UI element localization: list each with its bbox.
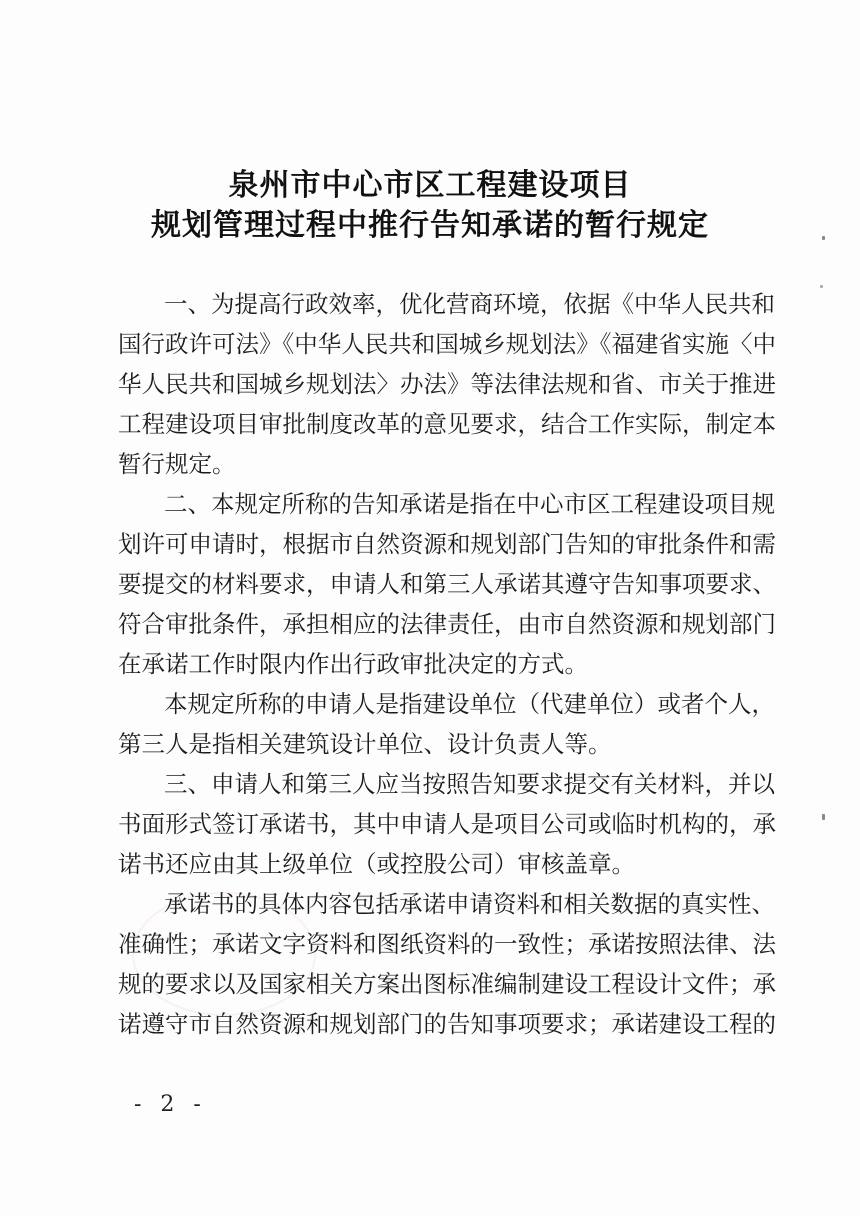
paragraph-5-line-2: 准确性；承诺文字资料和图纸资料的一致性；承诺按照法律、法 <box>118 930 776 958</box>
paragraph-2-line-2: 划许可申请时，根据市自然资源和规划部门告知的审批条件和需 <box>118 530 776 558</box>
scan-speck <box>820 285 823 288</box>
paragraph-1-line-2: 国行政许可法》《中华人民共和国城乡规划法》《福建省实施〈中 <box>118 330 776 358</box>
paragraph-2-line-3: 要提交的材料要求，申请人和第三人承诺其遵守告知事项要求、 <box>118 570 776 598</box>
scan-speck <box>822 814 825 820</box>
paragraph-1-line-5: 暂行规定。 <box>118 450 236 478</box>
paragraph-5-line-4: 诺遵守市自然资源和规划部门的告知事项要求；承诺建设工程的 <box>118 1010 776 1038</box>
paragraph-4-line-3: 诺书还应由其上级单位（或控股公司）审核盖章。 <box>118 850 635 878</box>
paragraph-1-line-1: 一、为提高行政效率，优化营商环境，依据《中华人民共和 <box>164 290 775 318</box>
paragraph-2-line-4: 符合审批条件，承担相应的法律责任，由市自然资源和规划部门 <box>118 610 776 638</box>
paragraph-2-line-5: 在承诺工作时限内作出行政审批决定的方式。 <box>118 650 588 678</box>
scan-speck <box>822 236 825 240</box>
page-number: - 2 - <box>134 1092 207 1117</box>
paragraph-2-line-1: 二、本规定所称的告知承诺是指在中心市区工程建设项目规 <box>164 490 775 518</box>
paragraph-3-line-2: 第三人是指相关建筑设计单位、设计负责人等。 <box>118 730 612 758</box>
paragraph-1-line-3: 华人民共和国城乡规划法〉办法》等法律法规和省、市关于推进 <box>118 370 776 398</box>
paragraph-4-line-1: 三、申请人和第三人应当按照告知要求提交有关材料，并以 <box>164 770 775 798</box>
paragraph-1-line-4: 工程建设项目审批制度改革的意见要求，结合工作实际，制定本 <box>118 410 776 438</box>
document-body <box>118 284 776 1044</box>
document-title-line-1: 泉州市中心市区工程建设项目 <box>228 168 632 203</box>
paragraph-5-line-1: 承诺书的具体内容包括承诺申请资料和相关数据的真实性、 <box>164 890 775 918</box>
document-title-line-2: 规划管理过程中推行告知承诺的暂行规定 <box>151 208 709 243</box>
paragraph-4-line-2: 书面形式签订承诺书，其中申请人是项目公司或临时机构的，承 <box>118 810 776 838</box>
paragraph-5-line-3: 规的要求以及国家相关方案出图标准编制建设工程设计文件；承 <box>118 970 776 998</box>
paragraph-3-line-1: 本规定所称的申请人是指建设单位（代建单位）或者个人， <box>164 690 775 718</box>
